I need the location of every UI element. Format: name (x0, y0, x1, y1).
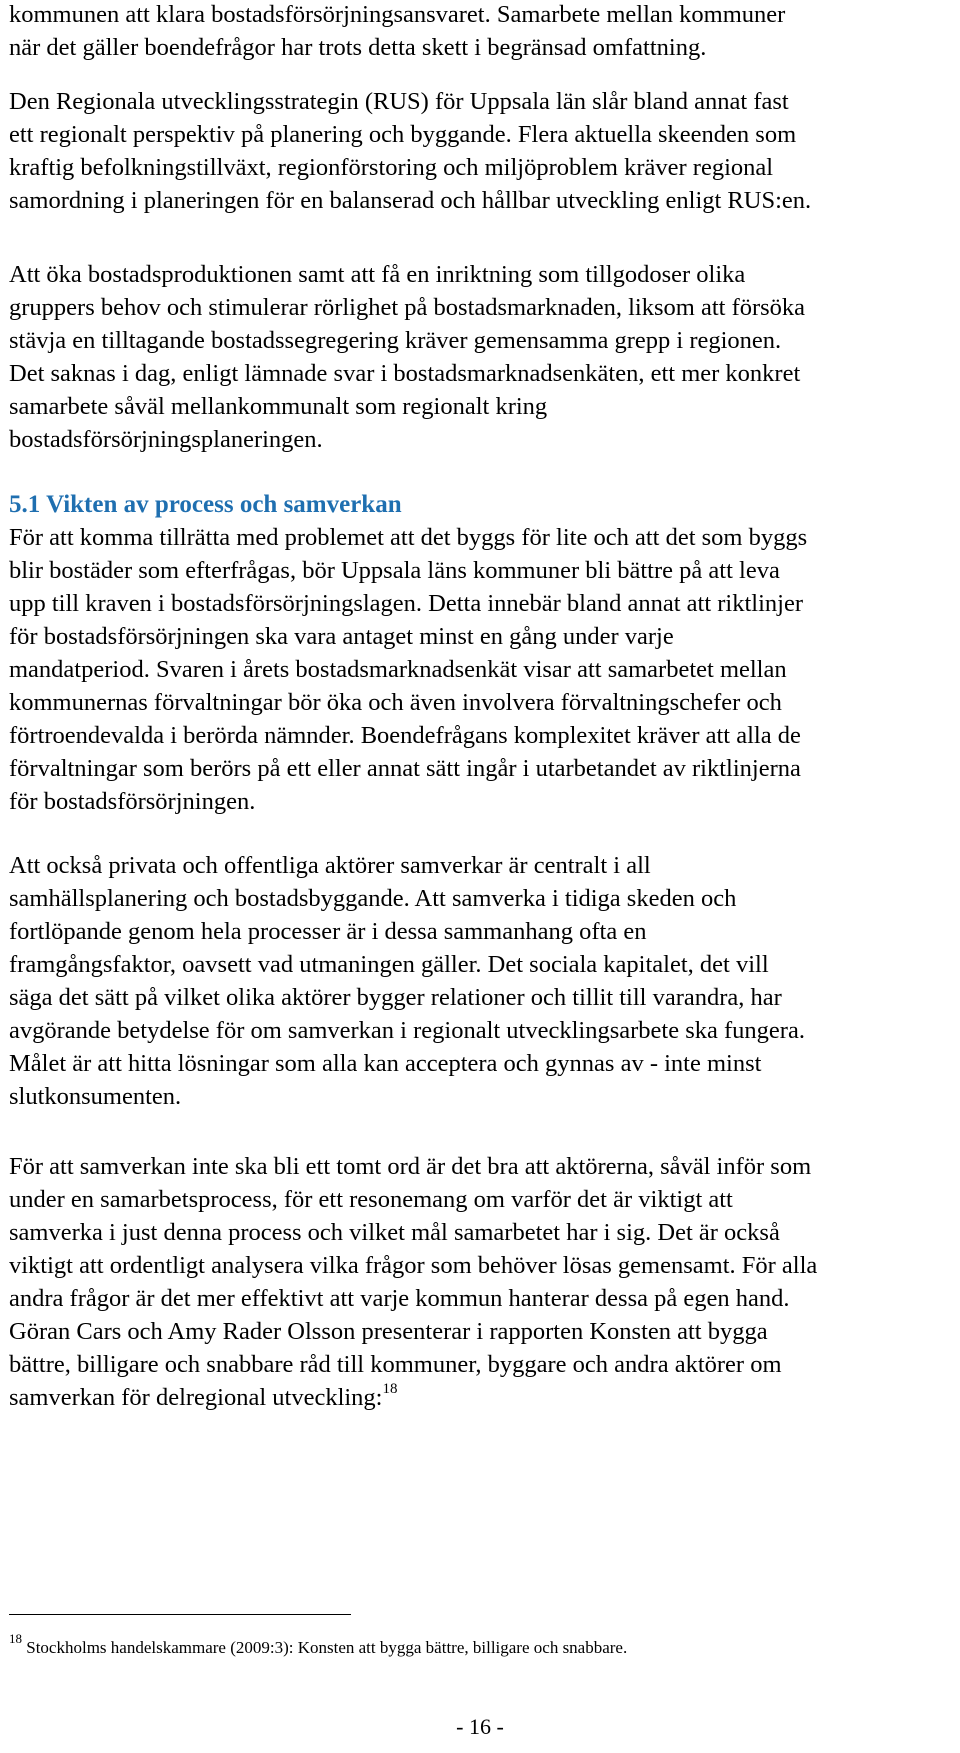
text-line: under en samarbetsprocess, för ett resonemang om varför det är viktigt att (9, 1186, 733, 1213)
text-line: framgångsfaktor, oavsett vad utmaningen gäller. Det sociala kapitalet, det vill (9, 951, 769, 978)
text-line: Målet är att hitta lösningar som alla kan acceptera och gynnas av - inte minst (9, 1050, 762, 1077)
text-line: Att också privata och offentliga aktörer samverkar är centralt i all (9, 852, 651, 879)
text-line: samhällsplanering och bostadsbyggande. Att samverka i tidiga skeden och (9, 885, 737, 912)
text-line: Det saknas i dag, enligt lämnade svar i bostadsmarknadsenkäten, ett mer konkret (9, 360, 801, 387)
paragraph-2 (9, 85, 959, 217)
section-number: 5.1 (9, 491, 41, 518)
text-line: förtroendevalda i berörda nämnder. Boendefrågans komplexitet kräver att alla de (9, 722, 801, 749)
text-line: avgörande betydelse för om samverkan i regionalt utvecklingsarbete ska fungera. (9, 1017, 805, 1044)
text-line: blir bostäder som efterfrågas, bör Uppsala läns kommuner bli bättre på att leva (9, 557, 780, 584)
text-line: fortlöpande genom hela processer är i dessa sammanhang ofta en (9, 918, 647, 945)
text-line: För att samverkan inte ska bli ett tomt ord är det bra att aktörerna, såväl inför som (9, 1153, 812, 1180)
text-line: samordning i planeringen för en balanserad och hållbar utveckling enligt RUS:en. (9, 187, 812, 214)
paragraph-5 (9, 849, 959, 1113)
text-line: andra frågor är det mer effektivt att varje kommun hanterar dessa på egen hand. (9, 1285, 790, 1312)
text-line: stävja en tilltagande bostadssegregering kräver gemensamma grepp i regionen. (9, 327, 782, 354)
page-number: - 16 - (456, 1714, 504, 1739)
text-line: för bostadsförsörjningen. (9, 788, 256, 815)
text-line: säga det sätt på vilket olika aktörer bygger relationer och tillit till varandra, har (9, 984, 782, 1011)
text-line: kommunen att klara bostadsförsörjningsansvaret. Samarbete mellan kommuner (9, 1, 786, 28)
footnote-separator (9, 1614, 351, 1615)
text-line: när det gäller boendefrågor har trots detta skett i begränsad omfattning. (9, 34, 707, 61)
text-line: upp till kraven i bostadsförsörjningslagen. Detta innebär bland annat att riktlinjer (9, 590, 804, 617)
paragraph-3 (9, 258, 959, 456)
paragraph-1 (9, 0, 959, 64)
text-line: förvaltningar som berörs på ett eller annat sätt ingår i utarbetandet av riktlinjerna (9, 755, 801, 782)
text-line: samverkan för delregional utveckling: (9, 1384, 383, 1411)
text-line: bättre, billigare och snabbare råd till kommuner, byggare och andra aktörer om (9, 1351, 782, 1378)
text-line: För att komma tillrätta med problemet att det byggs för lite och att det som byggs (9, 524, 808, 551)
text-line: slutkonsumenten. (9, 1083, 182, 1110)
footnote-reference[interactable]: 18 (382, 1381, 398, 1397)
text-line: för bostadsförsörjningen ska vara antaget minst en gång under varje (9, 623, 674, 650)
text-line: samverka i just denna process och vilket mål samarbetet har i sig. Det är också (9, 1219, 780, 1246)
text-line: samarbete såväl mellankommunalt som regionalt kring (9, 393, 548, 420)
text-line: Den Regionala utvecklingsstrategin (RUS) för Uppsala län slår bland annat fast (9, 88, 789, 115)
footnote-mark: 18 (9, 1631, 22, 1646)
text-line: gruppers behov och stimulerar rörlighet på bostadsmarknaden, liksom att försöka (9, 294, 806, 321)
text-line: kommunernas förvaltningar bör öka och även involvera förvaltningschefer och (9, 689, 782, 716)
text-line: ett regionalt perspektiv på planering och byggande. Flera aktuella skeenden som (9, 121, 797, 148)
paragraph-6 (9, 1150, 959, 1418)
footnote (9, 1631, 628, 1661)
section-heading (9, 488, 402, 521)
paragraph-4 (9, 521, 959, 818)
text-line: viktigt att ordentligt analysera vilka frågor som behöver lösas gemensamt. För alla (9, 1252, 818, 1279)
footnote-text: Stockholms handelskammare (2009:3): Konsten att bygga bättre, billigare och snabbare. (26, 1638, 628, 1657)
text-line-with-reference (9, 1381, 959, 1418)
section-title: Vikten av process och samverkan (46, 491, 402, 518)
text-line: Att öka bostadsproduktionen samt att få en inriktning som tillgodoser olika (9, 261, 746, 288)
text-line: mandatperiod. Svaren i årets bostadsmarknadsenkät visar att samarbetet mellan (9, 656, 787, 683)
text-line: Göran Cars och Amy Rader Olsson presenterar i rapporten Konsten att bygga (9, 1318, 768, 1345)
text-line: kraftig befolkningstillväxt, regionförstoring och miljöproblem kräver regional (9, 154, 774, 181)
text-line: bostadsförsörjningsplaneringen. (9, 426, 323, 453)
